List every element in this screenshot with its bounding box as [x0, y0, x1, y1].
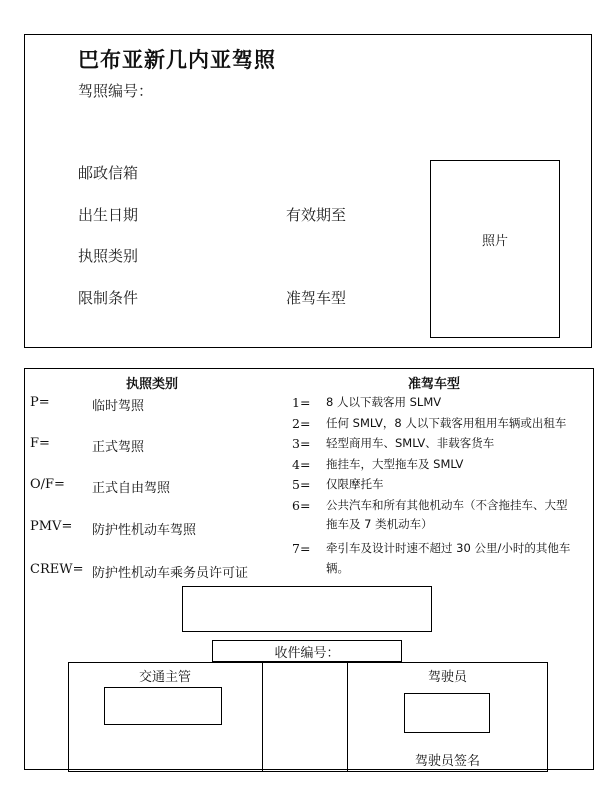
vehicle-types-heading: 准驾车型 — [408, 377, 461, 392]
vehicle-type-desc-cont: 拖车及 7 类机动车） — [326, 517, 433, 531]
vehicle-type-label: 准驾车型 — [286, 289, 347, 307]
vehicle-type-number: 3= — [292, 436, 311, 451]
driver-label: 驾驶员 — [427, 670, 467, 685]
barcode-box — [182, 586, 432, 632]
valid-until-label: 有效期至 — [286, 206, 347, 224]
vehicle-type-number: 6= — [292, 498, 311, 513]
receipt-number-label: 收件编号： — [274, 646, 340, 661]
driver-signature-label: 驾驶员签名 — [414, 754, 480, 769]
vehicle-type-number: 7= — [292, 541, 311, 556]
class-desc: 正式驾照 — [92, 440, 145, 455]
license-title: 巴布亚新几内亚驾照 — [78, 48, 276, 72]
class-desc: 临时驾照 — [92, 399, 145, 414]
vehicle-type-desc: 仅限摩托车 — [326, 477, 384, 491]
class-code: PMV= — [30, 519, 73, 534]
vehicle-type-desc: 公共汽车和所有其他机动车（不含拖挂车、大型 — [326, 498, 568, 512]
class-code: F= — [30, 436, 50, 451]
photo-box — [430, 160, 560, 338]
license-class-label: 执照类别 — [78, 247, 139, 265]
class-code: P= — [30, 395, 50, 410]
class-desc: 防护性机动车乘务员许可证 — [92, 566, 249, 581]
vehicle-type-desc: 轻型商用车、SMLV、非载客货车 — [326, 436, 495, 450]
vehicle-type-desc: 任何 SMLV，8 人以下载客用租用车辆或出租车 — [326, 416, 567, 430]
vehicle-type-desc-cont: 辆。 — [326, 561, 349, 575]
photo-label: 照片 — [481, 234, 508, 249]
class-code: O/F= — [30, 477, 65, 492]
class-desc: 防护性机动车驾照 — [92, 523, 197, 538]
vehicle-type-desc: 拖挂车，大型拖车及 SMLV — [326, 457, 464, 471]
vehicle-type-desc: 8 人以下载客用 SLMV — [326, 395, 442, 409]
date-of-birth-label: 出生日期 — [78, 206, 139, 224]
driver-photo-box — [404, 693, 490, 733]
vehicle-type-number: 2= — [292, 416, 311, 431]
class-code: CREW= — [30, 562, 84, 577]
license-number-label: 驾照编号： — [78, 82, 154, 100]
vehicle-type-number: 1= — [292, 395, 311, 410]
vehicle-type-desc: 牵引车及设计时速不超过 30 公里/小时的其他车 — [326, 541, 571, 555]
restrictions-label: 限制条件 — [78, 289, 139, 307]
class-desc: 正式自由驾照 — [92, 481, 171, 496]
transport-director-sign-box — [104, 687, 222, 725]
signature-divider — [262, 662, 263, 772]
vehicle-type-number: 4= — [292, 457, 311, 472]
transport-director-label: 交通主管 — [138, 670, 191, 685]
classes-heading: 执照类别 — [126, 377, 179, 392]
po-box-label: 邮政信箱 — [78, 164, 139, 182]
vehicle-type-number: 5= — [292, 477, 311, 492]
